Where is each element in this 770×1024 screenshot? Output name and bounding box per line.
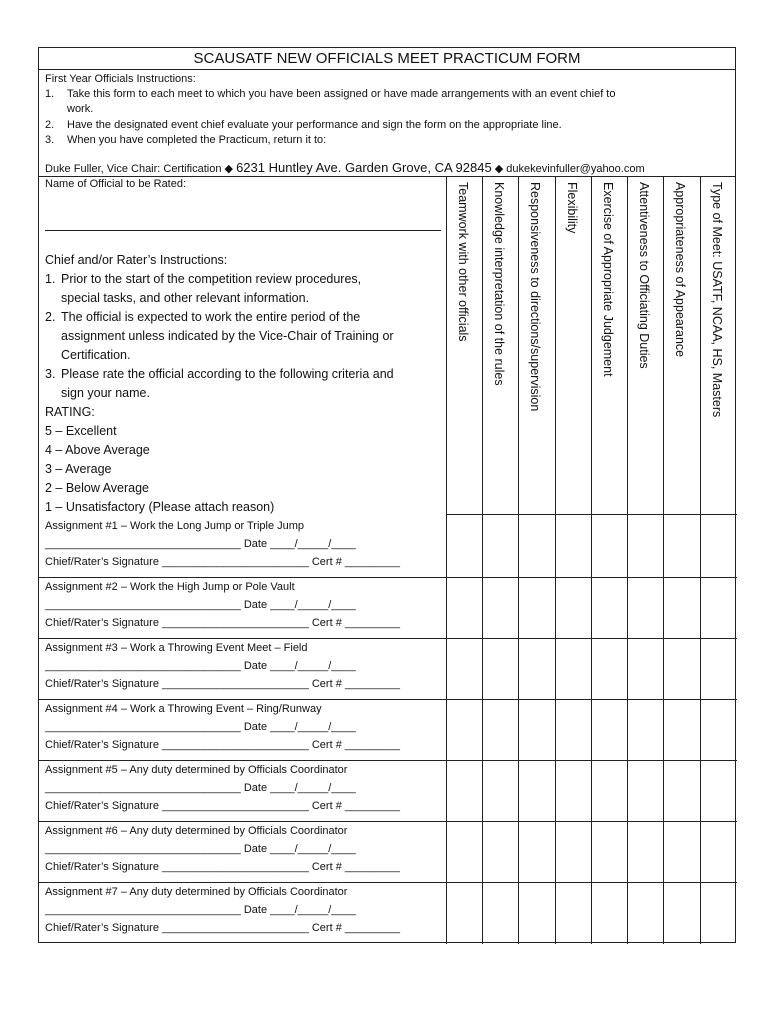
instruction-item: 1. Take this form to each meet to which you have been assigned or have made arrangements with an event chief to — [45, 88, 616, 101]
assignment-block — [45, 822, 445, 876]
rater-item-cont: Certification. — [61, 348, 131, 362]
rater-item: 2. The official is expected to work the entire period of the — [45, 310, 361, 324]
instruction-item: work. — [67, 103, 94, 116]
assignment-block — [45, 883, 445, 937]
assignment-title: Assignment #5 – Any duty determined by Officials Coordinator — [45, 764, 348, 776]
contact-email: dukekevinfuller@yahoo.com — [506, 163, 645, 175]
assignment-block — [45, 578, 445, 632]
criteria-header-knowledge: Knowledge interpretation of the rules — [492, 182, 506, 386]
assignment-title: Assignment #7 – Any duty determined by Officials Coordinator — [45, 886, 348, 898]
diamond-bullet-icon: ◆ — [494, 163, 504, 175]
assignment-block — [45, 639, 445, 693]
date-line[interactable]: ________________________________ Date ____/_____/____ — [45, 660, 356, 672]
rater-item-cont: assignment unless indicated by the Vice-Chair of Training or — [61, 329, 394, 343]
signature-line[interactable]: Chief/Rater’s Signature ________________________ Cert # _________ — [45, 800, 400, 812]
rating-4: 4 – Above Average — [45, 443, 150, 457]
date-line[interactable]: ________________________________ Date ____/_____/____ — [45, 843, 356, 855]
rating-2: 2 – Below Average — [45, 481, 150, 495]
date-line[interactable]: ________________________________ Date ____/_____/____ — [45, 538, 356, 550]
criteria-header-appearance: Appropriateness of Appearance — [673, 182, 687, 358]
instruction-item: 2. Have the designated event chief evaluate your performance and sign the form on the appropriate line. — [45, 118, 562, 131]
criteria-header-meet-type: Type of Meet: USATF, NCAA, HS, Masters — [710, 182, 724, 418]
criteria-header-attentiveness: Attentiveness to Officiating Duties — [637, 182, 651, 369]
contact-name: Duke Fuller, Vice Chair: Certification — [45, 163, 222, 175]
rater-heading: Chief and/or Rater’s Instructions: — [45, 253, 228, 267]
assignment-block — [45, 700, 445, 754]
date-line[interactable]: ________________________________ Date ____/_____/____ — [45, 904, 356, 916]
first-year-heading: First Year Officials Instructions: — [45, 73, 196, 85]
signature-line[interactable]: Chief/Rater’s Signature ________________________ Cert # _________ — [45, 922, 400, 934]
signature-line[interactable]: Chief/Rater’s Signature ________________________ Cert # _________ — [45, 739, 400, 751]
rater-item: 3. Please rate the official according to the following criteria and — [45, 367, 394, 381]
rater-item: 1. Prior to the start of the competition review procedures, — [45, 272, 362, 286]
contact-address: 6231 Huntley Ave. Garden Grove, CA 92845 — [236, 160, 492, 175]
criteria-header-judgement: Exercise of Appropriate Judgement — [601, 182, 615, 377]
rater-item-cont: sign your name. — [61, 386, 150, 400]
diamond-bullet-icon: ◆ — [224, 163, 234, 175]
date-line[interactable]: ________________________________ Date ____/_____/____ — [45, 599, 356, 611]
official-name-label: Name of Official to be Rated: — [45, 178, 187, 190]
rating-heading: RATING: — [45, 405, 95, 419]
criteria-header-responsiveness: Responsiveness to directions/supervision — [528, 182, 542, 412]
date-line[interactable]: ________________________________ Date ____/_____/____ — [45, 782, 356, 794]
rating-3: 3 – Average — [45, 462, 112, 476]
assignment-title: Assignment #1 – Work the Long Jump or Triple Jump — [45, 520, 305, 532]
signature-line[interactable]: Chief/Rater’s Signature ________________________ Cert # _________ — [45, 861, 400, 873]
signature-line[interactable]: Chief/Rater’s Signature ________________________ Cert # _________ — [45, 556, 400, 568]
practicum-form — [38, 47, 736, 943]
criteria-header-teamwork: Teamwork with other officials — [456, 182, 470, 342]
signature-line[interactable]: Chief/Rater’s Signature ________________________ Cert # _________ — [45, 617, 400, 629]
rating-1: 1 – Unsatisfactory (Please attach reason) — [45, 500, 275, 514]
assignment-title: Assignment #6 – Any duty determined by Officials Coordinator — [45, 825, 348, 837]
criteria-header-flexibility: Flexibility — [565, 182, 579, 234]
instruction-item: 3. When you have completed the Practicum, return it to: — [45, 133, 327, 146]
rater-item-cont: special tasks, and other relevant information. — [61, 291, 310, 305]
form-title: SCAUSATF NEW OFFICIALS MEET PRACTICUM FORM — [39, 48, 735, 70]
assignment-block — [45, 761, 445, 815]
date-line[interactable]: ________________________________ Date ____/_____/____ — [45, 721, 356, 733]
grid-line — [446, 514, 737, 515]
assignment-title: Assignment #3 – Work a Throwing Event Meet – Field — [45, 642, 308, 654]
assignment-title: Assignment #2 – Work the High Jump or Pole Vault — [45, 581, 295, 593]
assignment-title: Assignment #4 – Work a Throwing Event – Ring/Runway — [45, 703, 322, 715]
assignment-block — [45, 517, 445, 571]
signature-line[interactable]: Chief/Rater’s Signature ________________________ Cert # _________ — [45, 678, 400, 690]
rating-5: 5 – Excellent — [45, 424, 117, 438]
